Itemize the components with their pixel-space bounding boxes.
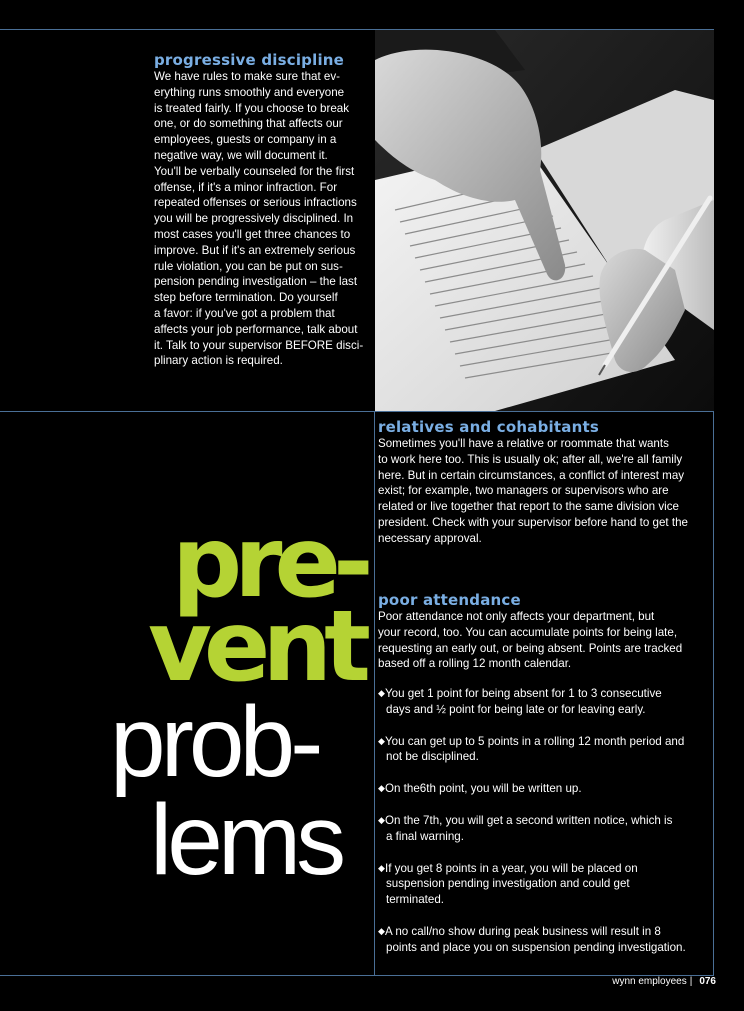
diamond-bullet-icon: ◆ [378, 735, 385, 746]
column-divider [374, 411, 375, 976]
diamond-bullet-icon: ◆ [378, 925, 385, 936]
attendance-title: poor attendance [378, 591, 521, 609]
attendance-bullet-list [378, 686, 712, 972]
bullet-item: ◆If you get 8 points in a year, you will be placed on suspension pending investigation and could get terminated. [378, 861, 638, 907]
bullet-item: ◆On the 7th, you will get a second written notice, which is a final warning. [378, 813, 673, 843]
hands-document-photo [375, 30, 714, 411]
progressive-discipline-text: We have rules to make sure that ev- erything runs smoothly and everyone is treated fairly. If you choose to break one, or do something that affects our employees, guests or company in a negative way, we will document it. You'll be verbally counseled for the first offense, if it's a minor infraction. For repeated offenses or serious infractions you will be progressively disciplined. In most cases you'll get three chances to improve. But if it's an extremely serious rule violation, you can be put on sus- pension pending investigation – the last step before termination. Do yourself a favor: if you've got a problem that affects your job performance, talk about it. Talk to your supervisor BEFORE disci- plinary action is required. [154, 70, 364, 368]
hands-document-illustration [375, 30, 714, 411]
footer-separator: | [689, 976, 693, 987]
footer-label: wynn employees [612, 976, 687, 987]
middle-rule [0, 411, 714, 412]
page-footer [612, 976, 716, 987]
relatives-text: Sometimes you'll have a relative or roommate that wants to work here too. This is usually ok; after all, we're all family here. But in certain circumstances, a conflict of interest may exist; for example, two managers or supervisors who are related or live together that report to the same division vice president. Check with your supervisor before hand to get the necessary approval. [378, 437, 688, 545]
bullet-item: ◆You get 1 point for being absent for 1 to 3 consecutive days and ½ point for being late or for leaving early. [378, 687, 662, 716]
diamond-bullet-icon: ◆ [378, 688, 385, 698]
attendance-text: Poor attendance not only affects your department, but your record, too. You can accumulate points for being late, requesting an early out, or being absent. Points are tracked based off a rolling 12 month calendar. [378, 610, 683, 671]
relatives-title: relatives and cohabitants [378, 418, 599, 436]
bullet-item: ◆A no call/no show during peak business will result in 8 points and place you on suspension pending investigation. [378, 924, 686, 954]
progressive-discipline-title: progressive discipline [154, 51, 345, 69]
headline-pre: pre- [172, 506, 366, 620]
bullet-item: ◆On the6th point, you will be written up. [378, 782, 582, 796]
bottom-rule [0, 975, 714, 976]
bullet-item: ◆You can get up to 5 points in a rolling 12 month period and not be disciplined. [378, 734, 685, 764]
diamond-bullet-icon: ◆ [378, 814, 385, 825]
headline-prob: prob- [110, 686, 319, 798]
headline-vent: vent [148, 590, 363, 704]
diamond-bullet-icon: ◆ [378, 783, 385, 794]
diamond-bullet-icon: ◆ [378, 862, 385, 873]
page-number: 076 [699, 976, 716, 987]
headline-lems: lems [150, 784, 342, 896]
